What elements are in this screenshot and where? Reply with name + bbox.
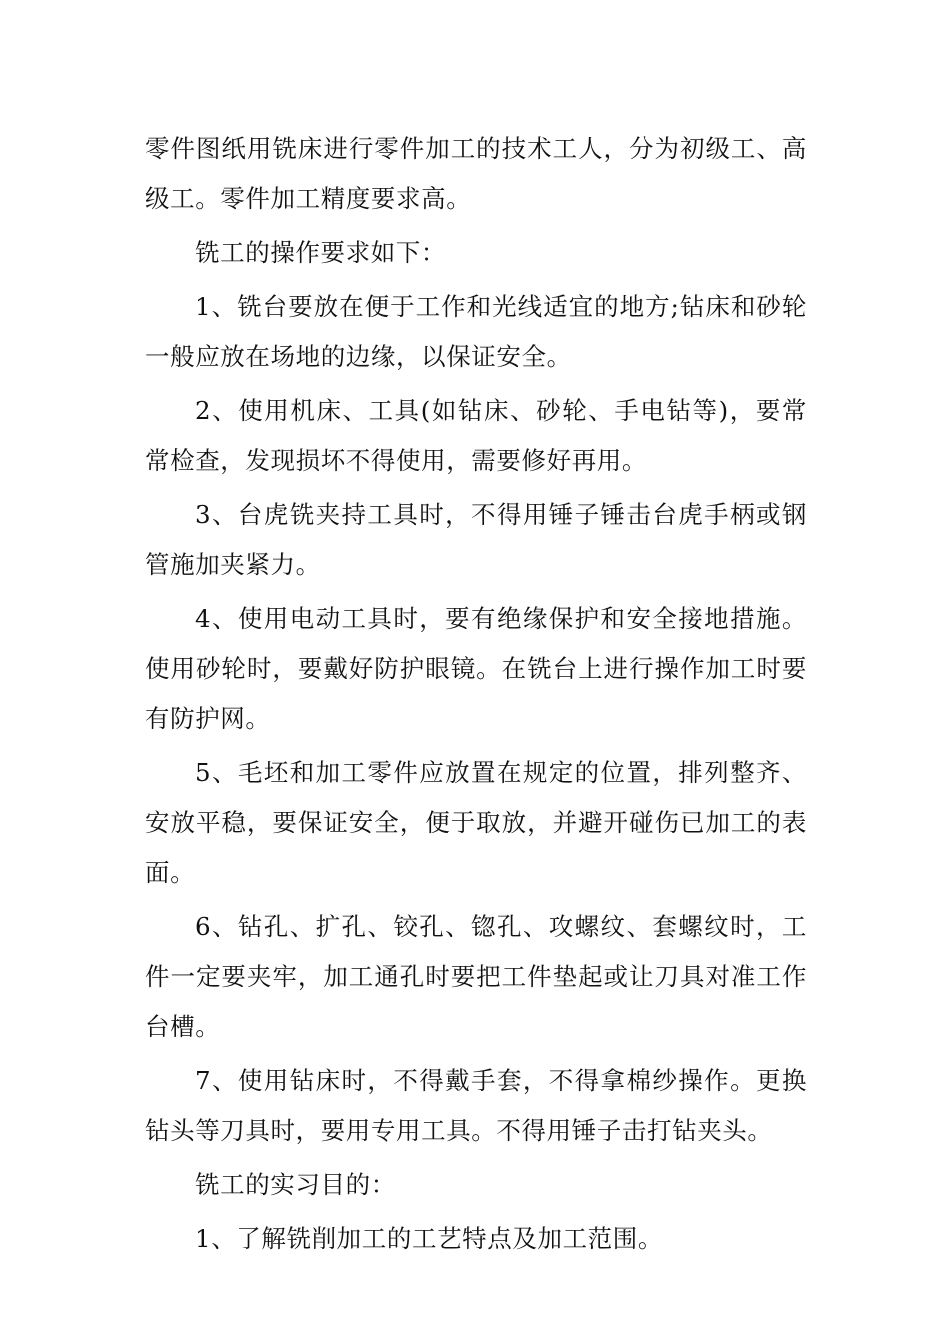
paragraph-4: 2、使用机床、工具(如钻床、砂轮、手电钻等)，要常常检查，发现损坏不得使用，需要修好再用。: [145, 396, 807, 475]
paragraph-10: 铣工的实习目的：: [195, 1170, 396, 1199]
paragraph-3: 1、铣台要放在便于工作和光线适宜的地方;钻床和砂轮一般应放在场地的边缘，以保证安全。: [145, 292, 807, 371]
paragraph-1: 零件图纸用铣床进行零件加工的技术工人，分为初级工、高级工。零件加工精度要求高。: [145, 134, 807, 213]
paragraph-2: 铣工的操作要求如下：: [195, 238, 446, 267]
paragraph-11: 1、了解铣削加工的工艺特点及加工范围。: [195, 1224, 663, 1253]
paragraph-7: 5、毛坯和加工零件应放置在规定的位置，排列整齐、安放平稳，要保证安全，便于取放，并避开碰伤已加工的表面。: [145, 758, 807, 887]
paragraph-6: 4、使用电动工具时，要有绝缘保护和安全接地措施。使用砂轮时，要戴好防护眼镜。在铣台上进行操作加工时要有防护网。: [145, 604, 807, 733]
paragraph-5: 3、台虎铣夹持工具时，不得用锤子锤击台虎手柄或钢管施加夹紧力。: [145, 500, 807, 579]
document-page: [145, 124, 807, 1268]
paragraph-8: 6、钻孔、扩孔、铰孔、锪孔、攻螺纹、套螺纹时，工件一定要夹牢，加工通孔时要把工件垫起或让刀具对准工作台槽。: [145, 912, 807, 1041]
paragraph-9: 7、使用钻床时，不得戴手套，不得拿棉纱操作。更换钻头等刀具时，要用专用工具。不得用锤子击打钻夹头。: [145, 1066, 807, 1145]
